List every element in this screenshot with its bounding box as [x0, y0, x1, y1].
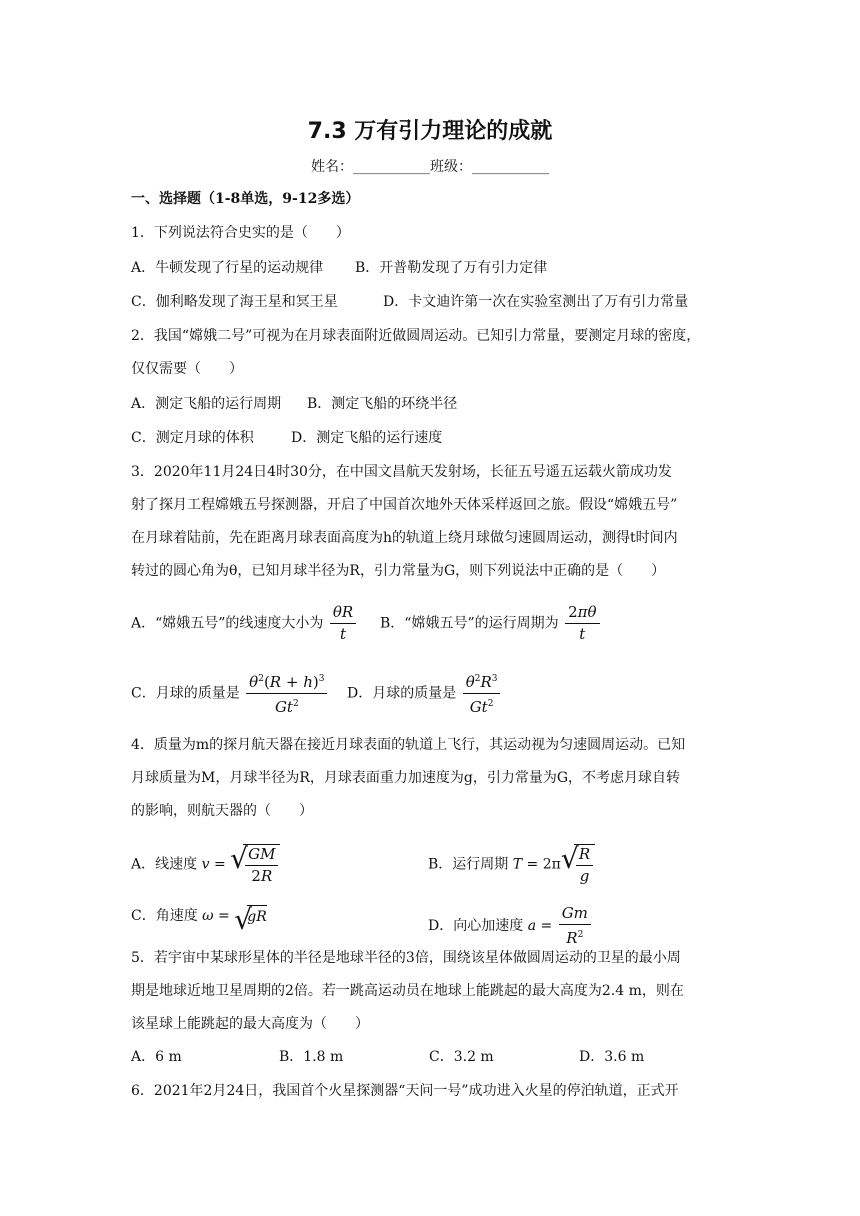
question-4-stem-line2: 月球质量为M，月球半径为R，月球表面重力加速度为g，引力常量为G，不考虑月球自转	[131, 770, 681, 786]
question-3-stem-line4: 转过的圆心角为θ，已知月球半径为R，引力常量为G，则下列说法中正确的是（ ）	[131, 563, 666, 579]
formula-fraction: $\frac{Gm}{R^2}$	[559, 905, 591, 947]
question-3-option-c	[131, 671, 329, 716]
question-4-option-a: A．线速度 v = √ $\frac{GM}{2R}$	[131, 844, 280, 885]
question-4-option-b: B．运行周期 T = 2π √ $\frac{R}{g}$	[428, 844, 595, 885]
question-1-option-d: D．卡文迪许第一次在实验室测出了万有引力常量	[383, 294, 689, 310]
question-1-option-c: C．伽利略发现了海王星和冥王星	[131, 294, 338, 310]
formula-sqrt: √ $\frac{GM}{2R}$	[230, 844, 280, 885]
question-4-stem-line1: 4．质量为m的探月航天器在接近月球表面的轨道上飞行，其运动视为匀速圆周运动。已知	[131, 737, 686, 753]
formula-fraction: $\frac{\theta^2(R + h)^3}{Gt^2}$	[246, 671, 327, 716]
question-2-option-b: B．测定飞船的环绕半径	[307, 396, 458, 412]
question-5-option-c: C．3.2 m	[429, 1049, 494, 1065]
question-2-stem-line2: 仅仅需要（ ）	[131, 361, 243, 377]
option-text: C．月球的质量是	[131, 685, 240, 702]
question-1-stem: 1．下列说法符合史实的是（ ）	[131, 225, 350, 241]
option-text: B．运行周期	[428, 856, 509, 873]
question-4-stem-line3: 的影响，则航天器的（ ）	[131, 803, 313, 819]
option-text: A．线速度	[131, 856, 198, 873]
question-3-option-d	[347, 671, 502, 716]
question-5-stem-line3: 该星球上能跳起的最大高度为（ ）	[131, 1016, 369, 1032]
question-1-option-a: A．牛顿发现了行星的运动规律	[131, 260, 324, 276]
formula-fraction: $\frac{2\pi\theta}{t}$	[565, 604, 599, 643]
question-4-option-d: D．向心加速度 a = $\frac{Gm}{R^2}$	[428, 905, 593, 947]
question-1-option-b: B．开普勒发现了万有引力定律	[355, 260, 548, 276]
student-info-line: 姓名：___________班级：___________	[311, 159, 549, 175]
question-5-option-b: B．1.8 m	[279, 1049, 344, 1065]
question-5-stem-line1: 5．若宇宙中某球形星体的半径是地球半径的3倍，围绕该星体做圆周运动的卫星的最小周	[131, 950, 681, 966]
question-5-option-a: A．6 m	[131, 1049, 182, 1065]
option-text: B．“嫦娥五号”的运行周期为	[380, 615, 559, 632]
question-2-option-c: C．测定月球的体积	[131, 430, 254, 446]
formula-fraction: $\frac{\theta^2R^3}{Gt^2}$	[463, 671, 501, 716]
question-3-stem-line3: 在月球着陆前，先在距离月球表面高度为h的轨道上绕月球做匀速圆周运动，测得t时间内	[131, 530, 678, 546]
question-2-option-d: D．测定飞船的运行速度	[291, 430, 443, 446]
formula-fraction: $\frac{\theta R}{t}$	[330, 604, 356, 643]
page-title: 7.3 万有引力理论的成就	[307, 119, 553, 144]
question-3-stem-line1: 3．2020年11月24日4时30分，在中国文昌航天发射场，长征五号遥五运载火箭成功发	[131, 464, 672, 480]
question-2-option-a: A．测定飞船的运行周期	[131, 396, 282, 412]
formula-sqrt: √ $\frac{R}{g}$	[561, 844, 595, 885]
question-5-option-d: D．3.6 m	[579, 1049, 645, 1065]
question-3-stem-line2: 射了探月工程嫦娥五号探测器，开启了中国首次地外天体采样返回之旅。假设“嫦娥五号”	[131, 497, 678, 513]
question-2-stem-line1: 2．我国“嫦娥二号”可视为在月球表面附近做圆周运动。已知引力常量，要测定月球的密度，	[131, 328, 701, 344]
question-3-option-b	[380, 604, 602, 643]
question-5-stem-line2: 期是地球近地卫星周期的2倍。若一跳高运动员在地球上能跳起的最大高度为2.4 m，则在	[131, 983, 684, 999]
formula-sqrt: √ gR	[234, 905, 267, 927]
question-4-option-c: C．角速度 ω = √ gR	[131, 905, 267, 927]
question-6-stem-line1: 6．2021年2月24日，我国首个火星探测器“天问一号”成功进入火星的停泊轨道，正式开	[131, 1083, 679, 1099]
option-text: D．月球的质量是	[347, 685, 457, 702]
option-text: D．向心加速度	[428, 918, 524, 934]
option-text: A．“嫦娥五号”的线速度大小为	[131, 615, 324, 632]
question-3-option-a	[131, 604, 358, 643]
section-heading: 一、选择题（1-8单选，9-12多选）	[131, 191, 360, 207]
option-text: C．角速度	[131, 908, 198, 924]
